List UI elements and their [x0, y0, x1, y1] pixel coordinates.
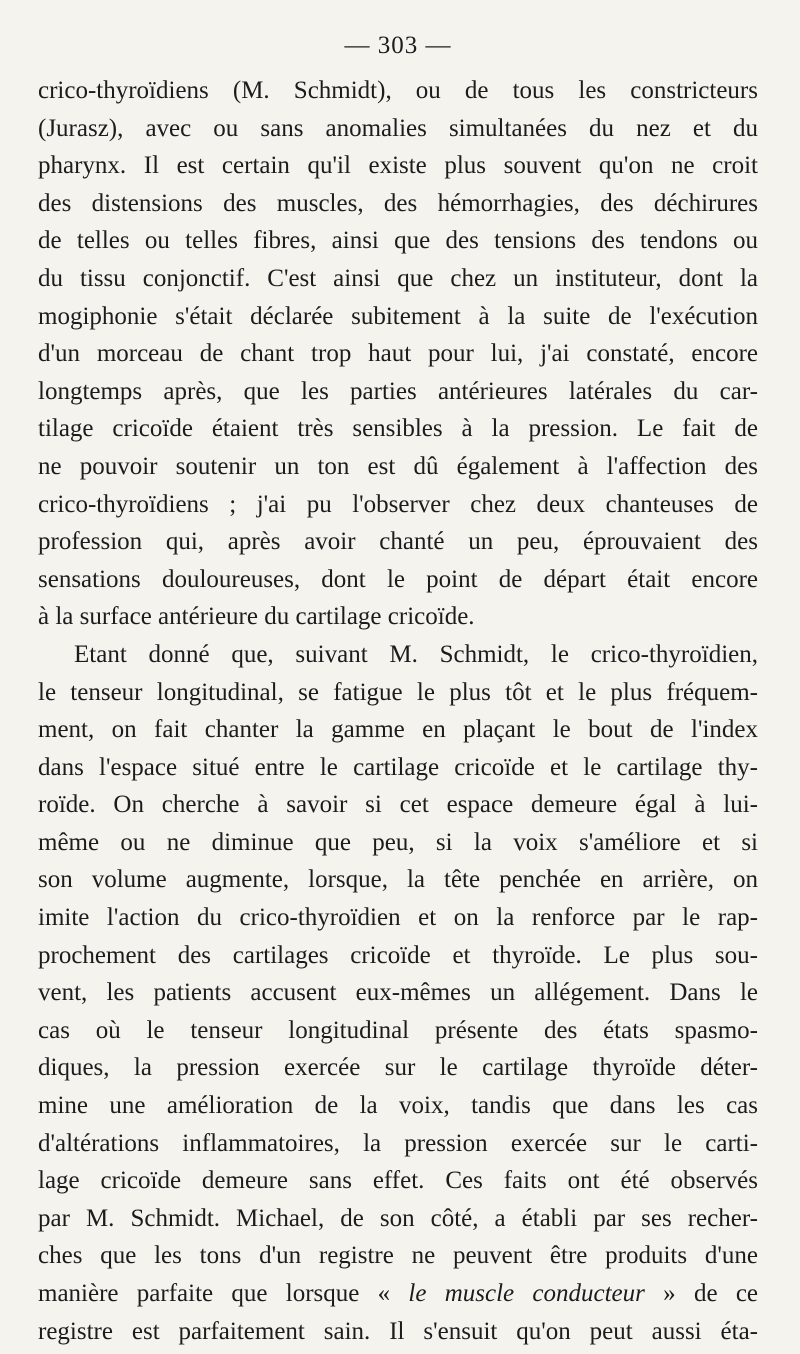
text-line: (Jurasz), avec ou sans anomalies simultanées du nez et du	[38, 114, 758, 142]
text-segment: manière parfaite que lorsque	[38, 1280, 378, 1307]
text-line: à la surface antérieure du cartilage cricoïde.	[38, 603, 475, 631]
text-line: lage cricoïde demeure sans effet. Ces faits ont été observés	[38, 1167, 758, 1195]
text-line: crico-thyroïdiens (M. Schmidt), ou de tous les constricteurs	[38, 77, 758, 104]
text-line: le tenseur longitudinal, se fatigue le plus tôt et le plus fréquem-	[38, 678, 758, 706]
text-line: diques, la pression exercée sur le cartilage thyroïde déter-	[38, 1054, 758, 1082]
text-line: même ou ne diminue que peu, si la voix s'améliore et si	[38, 828, 758, 856]
text-line: longtemps après, que les parties antérieures latérales du car-	[38, 377, 758, 405]
text-line: des distensions des muscles, des hémorrhagies, des déchirures	[38, 189, 758, 217]
text-line-with-quote	[38, 1275, 758, 1313]
quote-close: »	[644, 1280, 676, 1307]
text-line: Etant donné que, suivant M. Schmidt, le crico-thyroïdien,	[74, 640, 758, 668]
text-line: ches que les tons d'un registre ne peuvent être produits d'une	[38, 1242, 758, 1270]
paragraph-2	[38, 636, 758, 1350]
paragraph-1	[38, 72, 758, 636]
text-line: roïde. On cherche à savoir si cet espace demeure égal à lui-	[38, 791, 758, 819]
italic-phrase: le muscle conducteur	[408, 1280, 645, 1307]
text-line: de telles ou telles fibres, ainsi que des tensions des tendons ou	[38, 227, 758, 255]
text-segment: de ce	[675, 1280, 759, 1307]
text-line: mine une amélioration de la voix, tandis que dans les cas	[38, 1092, 758, 1120]
text-line: tilage cricoïde étaient très sensibles à la pression. Le fait de	[38, 415, 758, 443]
text-line: profession qui, après avoir chanté un peu, éprouvaient des	[38, 528, 758, 556]
text-line: d'un morceau de chant trop haut pour lui, j'ai constaté, encore	[38, 340, 758, 368]
text-line: ne pouvoir soutenir un ton est dû également à l'affection des	[38, 452, 758, 480]
text-line: registre est parfaitement sain. Il s'ensuit qu'on peut aussi éta-	[38, 1317, 758, 1345]
text-line: ment, on fait chanter la gamme en plaçant le bout de l'index	[38, 716, 758, 744]
text-line: cas où le tenseur longitudinal présente des états spasmo-	[38, 1016, 758, 1044]
text-line: sensations douloureuses, dont le point de départ était encore	[38, 565, 758, 593]
text-line: dans l'espace situé entre le cartilage cricoïde et le cartilage thy-	[38, 753, 758, 781]
text-line: du tissu conjonctif. C'est ainsi que chez un instituteur, dont la	[38, 264, 758, 292]
text-line: par M. Schmidt. Michael, de son côté, a établi par ses recher-	[38, 1204, 758, 1232]
text-line: crico-thyroïdiens ; j'ai pu l'observer chez deux chanteuses de	[38, 490, 758, 518]
text-line: pharynx. Il est certain qu'il existe plus souvent qu'on ne croit	[38, 152, 758, 180]
text-line: son volume augmente, lorsque, la tête penchée en arrière, on	[38, 866, 758, 894]
quote-open: «	[377, 1280, 409, 1307]
page-number: — 303 —	[344, 32, 452, 59]
text-line: d'altérations inflammatoires, la pression exercée sur le carti-	[38, 1129, 758, 1157]
text-line: imite l'action du crico-thyroïdien et on la renforce par le rap-	[38, 904, 758, 932]
text-line: vent, les patients accusent eux-mêmes un allégement. Dans le	[38, 979, 758, 1007]
text-line: mogiphonie s'était déclarée subitement à la suite de l'exécution	[38, 302, 758, 330]
text-line: prochement des cartilages cricoïde et thyroïde. Le plus sou-	[38, 941, 758, 969]
